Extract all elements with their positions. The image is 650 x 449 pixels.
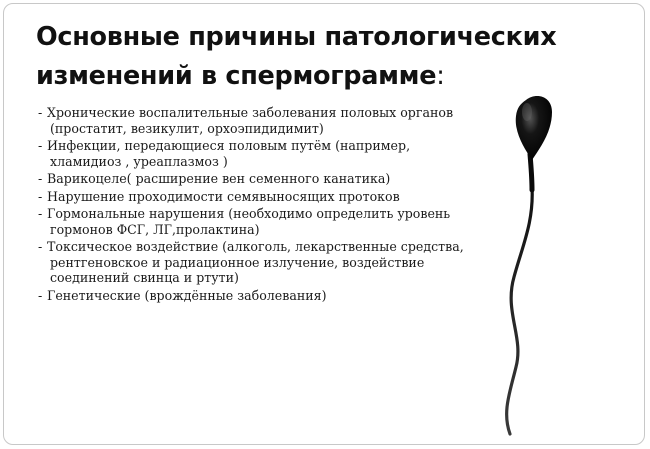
list-item [38,105,468,136]
sperm-head [516,96,552,160]
bullet-marker: - [38,239,43,254]
list-item [38,171,468,187]
list-item [38,189,468,205]
slide-title-colon: : [436,61,445,91]
list-item-text: Инфекции, передающиеся половым путём (например, хламидиоз , уреаплазмоз ) [47,138,411,169]
list-item-text: Гормональные нарушения (необходимо определить уровень гормонов ФСГ, ЛГ,пролактина) [47,206,451,237]
list-item-text: Нарушение проходимости семявыносящих протоков [47,188,400,204]
list-item-text: Токсическое воздействие (алкоголь, лекарственные средства, рентгеновское и радиационное излучение, воздействие соединений свинца и ртути) [47,239,464,285]
bullet-marker: - [38,206,43,221]
list-item [38,288,468,304]
list-item-text: Варикоцеле( расширение вен семенного канатика) [47,171,391,186]
list-item [38,239,468,286]
bullet-marker: - [38,138,43,153]
bullet-marker: - [38,105,43,120]
sperm-cell-icon [474,82,624,442]
list-item [38,138,468,169]
bullet-marker: - [38,188,43,204]
list-item-text: Генетические (врождённые заболевания) [47,287,327,303]
slide-title-text: Основные причины патологических изменений в спермограмме [36,22,557,91]
cause-list [38,105,468,305]
list-item-text: Хронические воспалительные заболевания половых органов (простатит, везикулит, орхоэпидидимит) [47,105,454,136]
bullet-marker: - [38,171,43,186]
bullet-marker: - [38,287,43,303]
sperm-tail [507,187,533,434]
slide [3,3,645,445]
list-item [38,206,468,237]
